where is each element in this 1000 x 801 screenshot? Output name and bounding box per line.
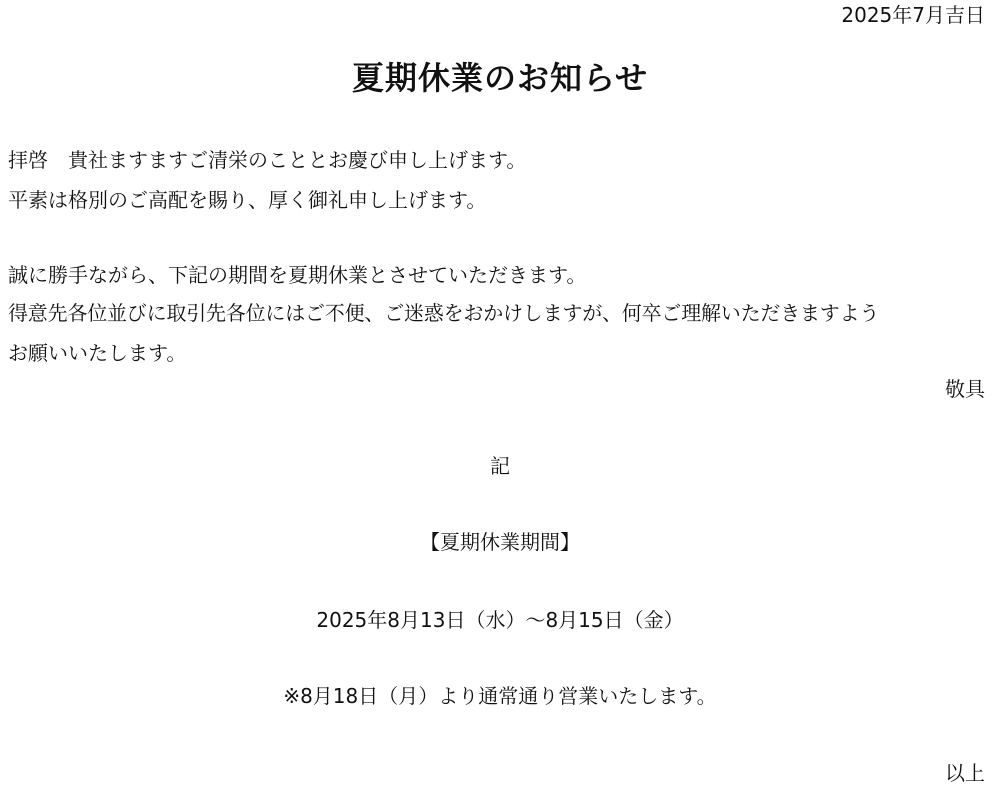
apology-paragraph-line2: お願いいたします。 (8, 341, 187, 365)
apology-paragraph-line1: 得意先各位並びに取引先各位にはご不便、ご迷惑をおかけしますが、何卒ご理解いただきますよう (8, 301, 880, 325)
period-dates: 2025年8月13日（水）〜8月15日（金） (316, 608, 684, 632)
resume-note: ※8月18日（月）より通常通り営業いたします。 (283, 684, 717, 708)
announcement-paragraph: 誠に勝手ながら、下記の期間を夏期休業とさせていただきます。 (8, 263, 587, 287)
end-mark: 以上 (945, 761, 985, 785)
gratitude-paragraph: 平素は格別のご高配を賜り、厚く御礼申し上げます。 (8, 188, 487, 212)
notice-title: 夏期休業のお知らせ (351, 59, 649, 97)
ki-heading: 記 (490, 454, 510, 478)
period-heading: 【夏期休業期間】 (420, 530, 580, 554)
closing-salutation: 敬具 (945, 377, 985, 401)
notice-date: 2025年7月吉日 (841, 3, 985, 27)
greeting-paragraph: 拝啓 貴社ますますご清栄のこととお慶び申し上げます。 (8, 148, 527, 172)
